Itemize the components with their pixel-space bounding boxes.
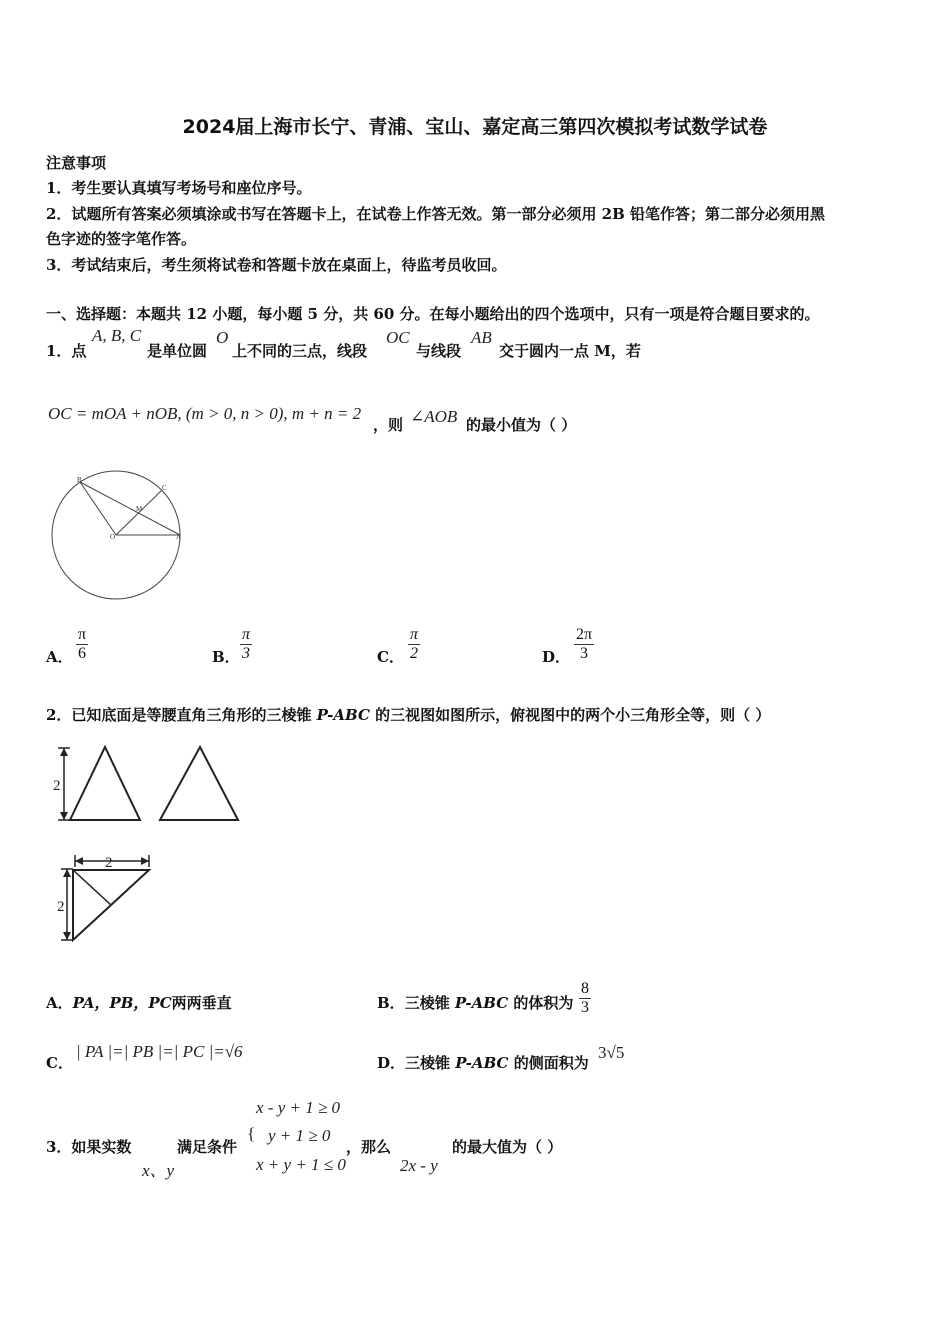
top-view-height: 2 — [57, 899, 65, 915]
q1-number: 1．点 — [46, 342, 87, 360]
q3-constraint-2: y + 1 ≥ 0 — [268, 1126, 331, 1145]
label-B: B — [77, 476, 82, 484]
q1-option-c-label[interactable]: C． — [377, 648, 404, 666]
label-O: O — [110, 533, 116, 541]
side-view-triangle — [160, 747, 238, 820]
notice-heading: 注意事项 — [46, 154, 107, 172]
q2-stem: 2．已知底面是等腰直角三角形的三棱锥 P-ABC 的三视图如图所示，俯视图中的两个小三角形全等，则（ ） — [46, 706, 771, 724]
q2-option-c-label[interactable]: C． — [46, 1054, 73, 1072]
q1-option-b-label[interactable]: B． — [212, 648, 240, 666]
q3-constraint-3: x + y + 1 ≤ 0 — [256, 1155, 346, 1174]
notice-item-1: 1．考生要认真填写考场号和座位序号。 — [46, 179, 312, 197]
q1-option-a-value[interactable]: $\frac{\pi}{6}$ — [78, 626, 87, 662]
notice-item-2: 2．试题所有答案必须填涂或书写在答题卡上，在试卷上作答无效。第一部分必须用 2B 铅笔作答；第二部分必须用黑 — [46, 205, 826, 223]
q1-text-2: 上不同的三点，线段 — [232, 342, 368, 360]
q1-circle-O: O — [216, 328, 229, 347]
q3-text-1: 满足条件 — [177, 1138, 238, 1156]
notice-item-3: 3．考试结束后，考生须将试卷和答题卡放在桌面上，待监考员收回。 — [46, 256, 507, 274]
q2-option-a[interactable]: A．PA，PB，PC两两垂直 — [46, 994, 232, 1012]
section-heading: 一、选择题：本题共 12 小题，每小题 5 分，共 60 分。在每小题给出的四个选项中，只有一项是符合题目要求的。 — [46, 305, 820, 323]
q3-expression: 2x - y — [400, 1156, 438, 1175]
q1-option-d-value[interactable]: $\frac{2\pi}{3}$ — [576, 626, 593, 662]
segment-OB — [80, 482, 116, 535]
q2-option-b-volume[interactable]: $\frac{8}{3}$ — [581, 980, 589, 1016]
q2-option-d[interactable]: D．三棱锥 P-ABC 的侧面积为 — [377, 1054, 589, 1072]
q1-option-c-value[interactable]: $\frac{\pi}{2}$ — [410, 626, 419, 662]
front-view-height: 2 — [53, 778, 61, 794]
q2-option-d-value[interactable]: 3√5 — [598, 1043, 625, 1062]
q3-text-3: 的最大值为（ ） — [452, 1138, 563, 1156]
q2-option-c-expr[interactable]: | PA |=| PB |=| PC |=√6 — [76, 1042, 243, 1061]
q3-vars: x、y — [142, 1161, 175, 1180]
q1-seg-AB: AB — [471, 328, 492, 347]
q1-text-1: 是单位圆 — [147, 342, 208, 360]
label-M: M — [136, 505, 143, 513]
q3-number: 3．如果实数 — [46, 1138, 132, 1156]
q1-text-4: 交于圆内一点 M，若 — [499, 342, 641, 360]
q1-text-5: ，则 — [373, 416, 404, 434]
label-C: C — [162, 484, 167, 492]
q2-front-side-views — [50, 742, 250, 827]
q2-top-view — [55, 852, 160, 947]
q1-circle-figure — [40, 455, 220, 610]
q1-option-a-label[interactable]: A． — [46, 648, 73, 666]
q1-seg-OC: OC — [386, 328, 410, 347]
q1-points: A, B, C — [92, 326, 142, 345]
front-view-triangle — [70, 747, 140, 820]
q1-text-3: 与线段 — [416, 342, 462, 360]
q2-option-b[interactable]: B．三棱锥 P-ABC 的体积为 — [377, 994, 574, 1012]
notice-item-2-cont: 色字迹的签字笔作答。 — [46, 230, 197, 248]
q1-angle: ∠AOB — [410, 407, 458, 426]
top-view-width: 2 — [105, 855, 113, 871]
page-title: 2024届上海市长宁、青浦、宝山、嘉定高三第四次模拟考试数学试卷 — [182, 116, 768, 138]
label-A: A — [176, 533, 182, 541]
q1-option-b-value[interactable]: $\frac{\pi}{3}$ — [242, 626, 251, 662]
q1-text-6: 的最小值为（ ） — [466, 416, 577, 434]
q3-brace: { — [247, 1124, 256, 1143]
q3-constraint-1: x - y + 1 ≥ 0 — [256, 1098, 341, 1117]
q1-equation: OC = mOA + nOB, (m > 0, n > 0), m + n = 2 — [48, 404, 362, 423]
q1-option-d-label[interactable]: D． — [542, 648, 571, 666]
q3-text-2: ，那么 — [346, 1138, 392, 1156]
